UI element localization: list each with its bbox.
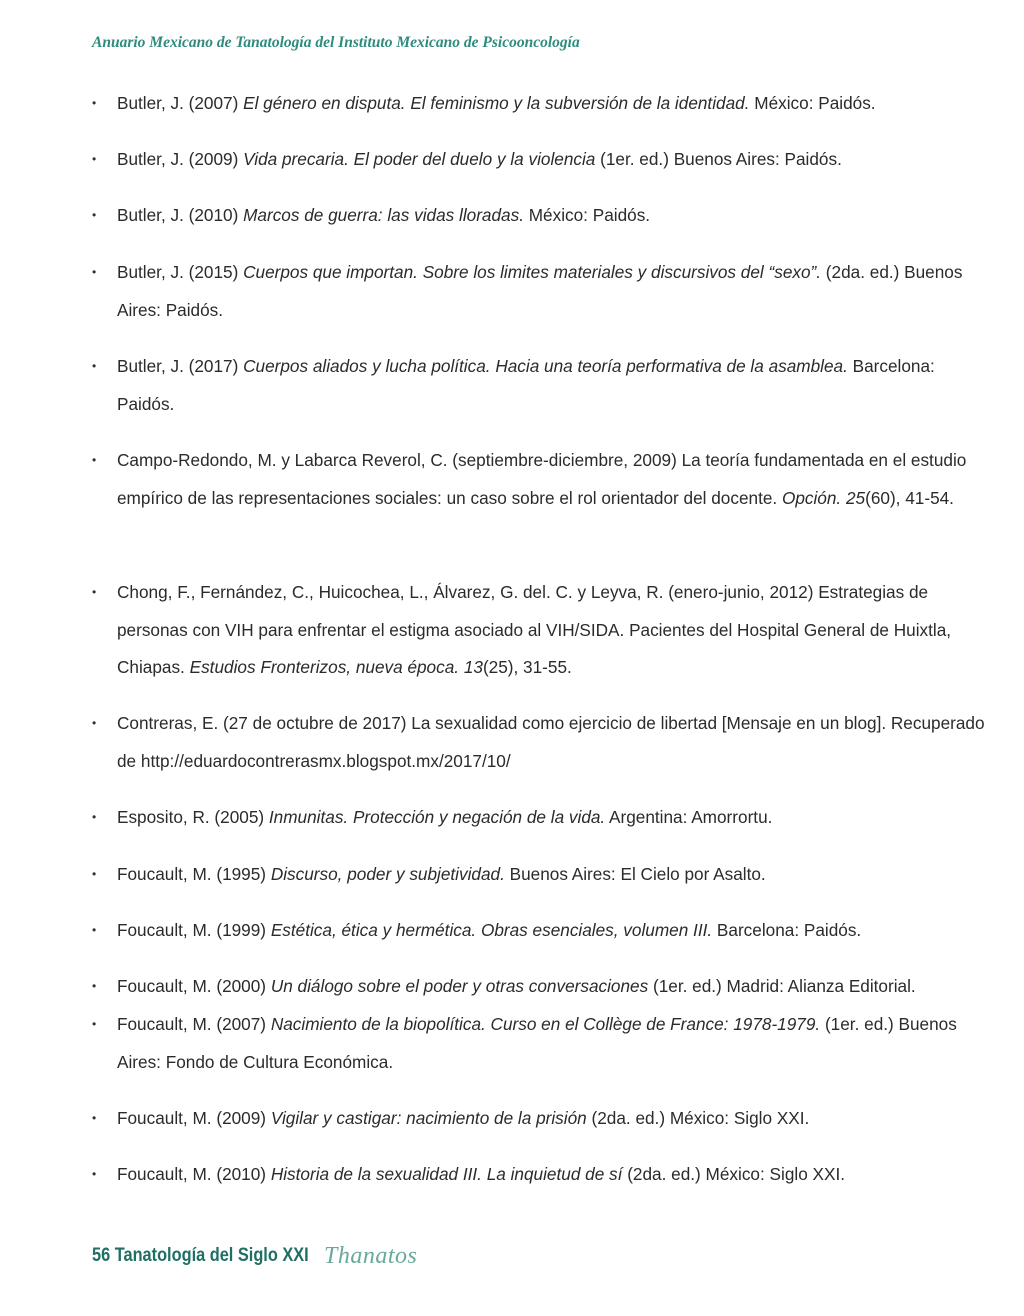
- reference-text: Butler, J. (2009): [117, 149, 244, 169]
- reference-item: [117, 1006, 987, 1081]
- thanatos-logo: Thanatos: [323, 1242, 418, 1269]
- reference-text: Foucault, M. (1999): [117, 920, 271, 940]
- reference-text: Butler, J. (2017): [117, 356, 244, 376]
- reference-text: (1er. ed.) Buenos Aires: Paidós.: [595, 149, 842, 169]
- reference-title: Inmunitas. Protección y negación de la vida.: [268, 807, 606, 827]
- reference-item: [117, 442, 987, 517]
- reference-text: México: Paidós.: [749, 93, 876, 113]
- journal-title: Anuario Mexicano de Tanatología del Instituto Mexicano de Psicooncología: [92, 34, 580, 51]
- reference-item: [117, 141, 987, 179]
- reference-text: Foucault, M. (1995): [117, 864, 271, 884]
- reference-text: Butler, J. (2015): [117, 262, 244, 282]
- reference-text: (25), 31-55.: [482, 657, 572, 677]
- reference-text: (2da. ed.) México: Siglo XXI.: [586, 1108, 810, 1128]
- reference-title: Cuerpos que importan. Sobre los limites materiales y discursivos del “sexo”.: [243, 262, 822, 282]
- reference-title: Historia de la sexualidad III. La inquietud de sí: [270, 1164, 623, 1184]
- footer-page-label: 56 Tanatología del Siglo XXI: [92, 1245, 309, 1266]
- reference-item: [117, 1100, 987, 1138]
- reference-text: Foucault, M. (2007): [117, 1014, 271, 1034]
- reference-title: Opción. 25: [781, 487, 866, 508]
- reference-item: [117, 799, 987, 837]
- reference-text: Chong, F., Fernández, C., Huicochea, L., Álvarez, G. del. C. y Leyva, R. (enero-junio, 2012) Estrategias de personas con VIH para enfrentar el estigma asociado al VIH/SIDA. Pacientes del Hospital General de Huixtla, Chiapas.: [117, 582, 952, 677]
- reference-item: [117, 968, 987, 1006]
- reference-item: [117, 85, 987, 123]
- reference-item: [117, 705, 987, 780]
- reference-text: Campo-Redondo, M. y Labarca Reverol, C. (septiembre-diciembre, 2009) La teoría fundamentada en el estudio empírico de las representaciones sociales: un caso sobre el rol orientador del docente.: [117, 450, 967, 508]
- reference-text: Butler, J. (2007): [117, 93, 244, 113]
- reference-text: Buenos Aires: El Cielo por Asalto.: [504, 864, 766, 884]
- reference-item: [117, 254, 987, 329]
- reference-text: Foucault, M. (2000): [117, 976, 271, 996]
- reference-title: Nacimiento de la biopolítica. Curso en el Collège de France: 1978-1979.: [270, 1014, 821, 1034]
- reference-title: Cuerpos aliados y lucha política. Hacia una teoría performativa de la asamblea.: [243, 356, 848, 376]
- reference-item: [117, 574, 987, 687]
- reference-title: Estética, ética y hermética. Obras esenciales, volumen III.: [270, 920, 713, 940]
- reference-text: Foucault, M. (2009): [117, 1108, 271, 1128]
- reference-title: Discurso, poder y subjetividad.: [270, 864, 505, 884]
- reference-title: Vigilar y castigar: nacimiento de la prisión: [270, 1108, 587, 1128]
- reference-text: (2da. ed.) Buenos Aires: Paidós.: [117, 262, 963, 320]
- reference-item: [117, 912, 987, 950]
- reference-text: Barcelona: Paidós.: [117, 356, 935, 414]
- reference-text: Argentina: Amorrortu.: [605, 807, 773, 827]
- reference-title: Marcos de guerra: las vidas lloradas.: [243, 205, 524, 225]
- reference-title: El género en disputa. El feminismo y la subversión de la identidad.: [243, 93, 750, 113]
- reference-text: (2da. ed.) México: Siglo XXI.: [622, 1164, 846, 1184]
- reference-title: Estudios Fronterizos, nueva época. 13: [189, 657, 483, 677]
- reference-text: Esposito, R. (2005): [117, 807, 269, 827]
- reference-text: Butler, J. (2010): [117, 205, 244, 225]
- reference-text: Barcelona: Paidós.: [712, 920, 862, 940]
- reference-text: (60), 41-54.: [865, 487, 954, 508]
- reference-text: (1er. ed.) Madrid: Alianza Editorial.: [648, 976, 916, 996]
- reference-item: [117, 197, 987, 235]
- reference-item: [117, 1156, 987, 1194]
- reference-title: Un diálogo sobre el poder y otras conversaciones: [270, 976, 649, 996]
- reference-title: Vida precaria. El poder del duelo y la violencia: [243, 149, 596, 169]
- reference-text: Foucault, M. (2010): [117, 1164, 271, 1184]
- reference-item: [117, 856, 987, 894]
- reference-item: [117, 348, 987, 423]
- reference-text: (1er. ed.) Buenos Aires: Fondo de Cultura Económica.: [117, 1014, 957, 1072]
- reference-text: Contreras, E. (27 de octubre de 2017) La sexualidad como ejercicio de libertad [Mensaje en un blog]. Recuperado de http://eduardocontrerasmx.blogspot.mx/2017/10/: [117, 713, 985, 771]
- page-footer: [92, 1236, 417, 1276]
- reference-text: México: Paidós.: [523, 205, 651, 225]
